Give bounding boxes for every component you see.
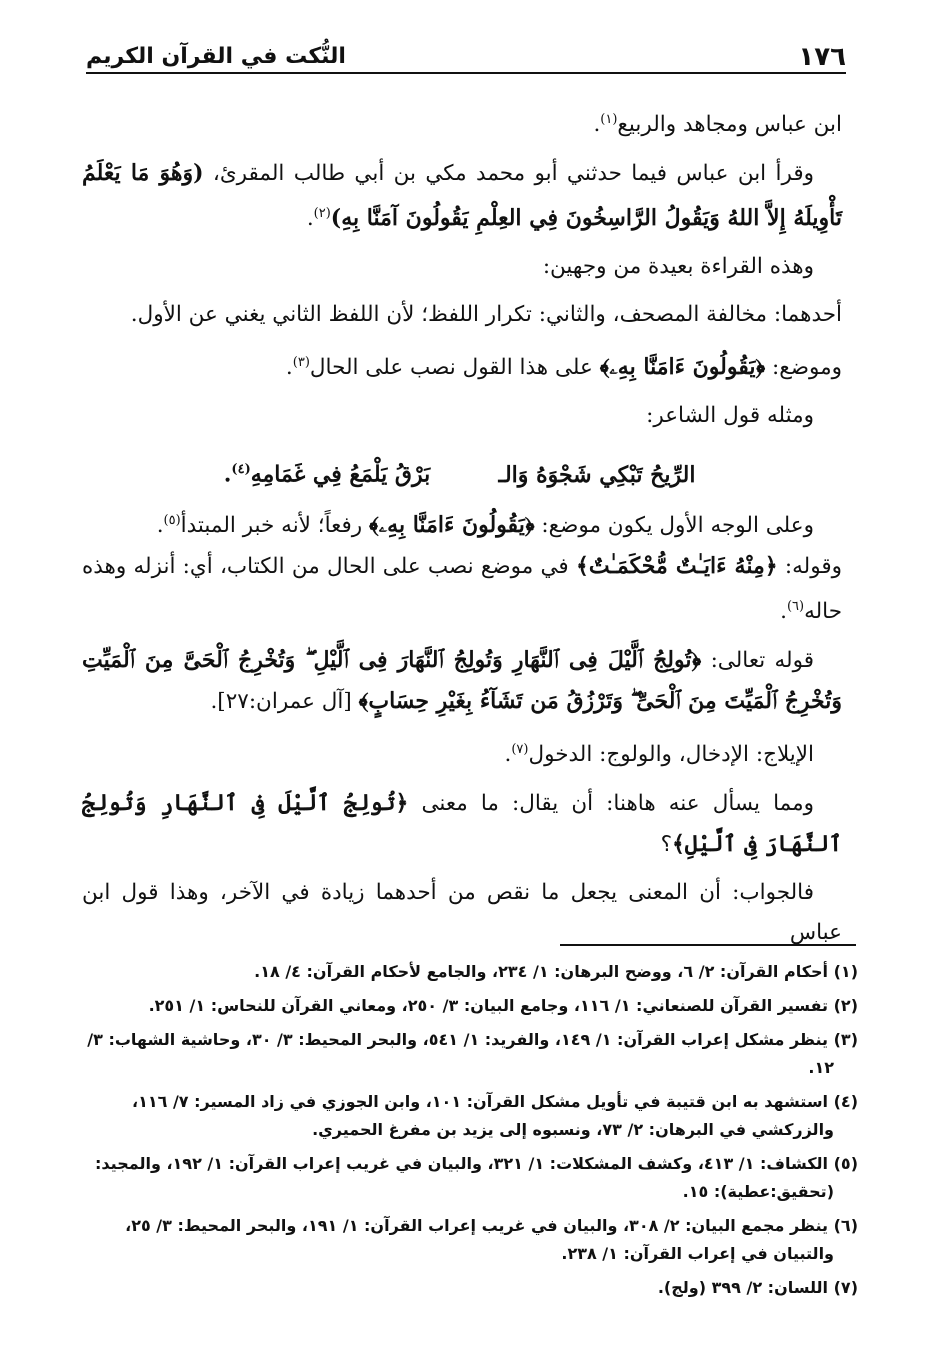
footnote-7: (٧) اللسان: ٢/ ٣٩٩ (ولج). — [657, 1278, 858, 1297]
paragraph-1: ابن عباس ومجاهد والربيع$^{(١)}$. — [593, 112, 842, 138]
paragraph-text: وموضع: — [772, 355, 842, 381]
paragraph-10: الإيلاج: الإدخال، والولوج: الدخول$^{(٧)}$. — [504, 742, 814, 768]
paragraph-text: رفعاً؛ لأنه خبر المبتدأ — [180, 512, 363, 538]
footnote-ref: (٣) — [292, 355, 310, 371]
verse-first-hemistich: الرِّيحُ تَبْكِي شَجْوَهُ وَالـ — [498, 461, 696, 488]
quran-quote: ﴿تُولِجُ ٱلَّيْلَ فِى ٱلنَّهَارِ وَتُولِجُ ٱلنَّهَارَ فِى ٱلَّيْلِ﴾ — [82, 790, 842, 858]
paragraph-text: قوله تعالى: — [710, 648, 814, 674]
paragraph-3: وهذه القراءة بعيدة من وجهين: — [542, 254, 814, 280]
paragraph-12: فالجواب: أن المعنى يجعل ما نقص من أحدهما زيادة في الآخر، وهذا قول ابن عباس — [82, 880, 842, 946]
footnote-4: (٤) استشهد به ابن قتيبة في تأويل مشكل القرآن: ١٠١، وابن الجوزي في زاد المسير: ٧/ ١١٦، والزركشي في البرهان: ٢/ ٧٣، ونسبوه إلى يزيد بن مفرغ الحميري. — [132, 1092, 858, 1139]
footnote-3: (٣) ينظر مشكل إعراب القرآن: ١/ ١٤٩، والفريد: ١/ ٥٤١، والبحر المحيط: ٣/ ٣٠، وحاشية الشهاب: ٣/ ١٢. — [87, 1030, 858, 1077]
footnote-ref: (٢) — [313, 206, 331, 222]
footnote-ref: (٥) — [163, 512, 181, 528]
footnote-ref: (١) — [600, 112, 618, 127]
paragraph-11 — [82, 783, 842, 865]
surah-reference: [آل عمران:٢٧]. — [210, 689, 352, 715]
verse-second-hemistich: بَرْقُ يَلْمَعُ فِي غَمَامِهِ$^{(٤)}$. — [223, 461, 431, 488]
verse-text: بَرْقُ يَلْمَعُ فِي غَمَامِهِ — [250, 461, 431, 488]
main-text — [82, 100, 842, 961]
paragraph-text: في موضع نصب على الحال من الكتاب، أي: أنزله وهذه حاله — [82, 553, 842, 625]
question-mark: ؟ — [660, 832, 672, 858]
quran-quote: (وَهُوَ مَا يَعْلَمُ تَأْوِيلَهُ إِلاَّ اللهُ وَيَقُولُ الرَّاسِخُونَ فِي العِلْمِ يَقُولُونَ آمَنَّا بِهِ) — [82, 160, 842, 232]
paragraph-2: وقرأ ابن عباس فيما حدثني أبو محمد مكي بن أبي طالب المقرئ، (وَهُوَ مَا يَعْلَمُ تَأْوِيلَهُ إِلاَّ اللهُ وَيَقُولُ الرَّاسِخُونَ فِي العِلْمِ يَقُولُونَ آمَنَّا بِهِ)$^{(٢)}$. — [82, 160, 842, 232]
footnote-5: (٥) الكشاف: ١/ ٤١٣، وكشف المشكلات: ١/ ٣٢١، والبيان في غريب إعراب القرآن: ١/ ١٩٢، والمجيد: (تحقيق:عطية): ١٥. — [95, 1154, 858, 1201]
running-title: النُّكت في القرآن الكريم — [86, 44, 346, 69]
footnote-ref: (٧) — [511, 742, 529, 758]
page-number: ١٧٦ — [798, 42, 846, 72]
paragraph-5: وموضع: ﴿يَقُولُونَ ءَامَنَّا بِهِۦ﴾ على هذا القول نصب على الحال$^{(٣)}$. — [285, 354, 842, 381]
quran-quote: ﴿مِنْهُ ءَايَـٰتٌ مُّحْكَمَـٰتٌ﴾ — [575, 552, 778, 579]
footnotes — [66, 958, 858, 1308]
paragraph-9 — [82, 640, 842, 722]
quran-quote: ﴿يَقُولُونَ ءَامَنَّا بِهِۦ﴾ — [369, 511, 535, 538]
quran-quote: ﴿يَقُولُونَ ءَامَنَّا بِهِۦ﴾ — [599, 354, 766, 381]
paragraph-text: على هذا القول نصب على الحال — [309, 355, 593, 381]
footnote-2: (٢) تفسير القرآن للصنعاني: ١/ ١١٦، وجامع البيان: ٣/ ٢٥٠، ومعاني القرآن للنحاس: ١/ ٢٥١. — [148, 996, 858, 1015]
quran-quote: ﴿تُولِجُ ٱلَّيْلَ فِى ٱلنَّهَارِ وَتُولِجُ ٱلنَّهَارَ فِى ٱلَّيْلِ ۖ وَتُخْرِجُ ٱلْحَىَّ مِنَ ٱلْمَيِّتِ وَتُخْرِجُ ٱلْمَيِّتَ مِنَ ٱلْحَىِّ ۖ وَتَرْزُقُ مَن تَشَآءُ بِغَيْرِ حِسَابٍ﴾ — [82, 647, 842, 715]
footnote-1: (١) أحكام القرآن: ٢/ ٦، ووضح البرهان: ١/ ٢٣٤، والجامع لأحكام القرآن: ٤/ ١٨. — [254, 962, 858, 981]
footnote-6: (٦) ينظر مجمع البيان: ٢/ ٣٠٨، والبيان في غريب إعراب القرآن: ١/ ١٩١، والبحر المحيط: ٣/ ٢٥، والتبيان في إعراب القرآن: ١/ ٢٣٨. — [125, 1216, 858, 1263]
poetry-verse — [82, 444, 842, 500]
paragraph-text: ابن عباس ومجاهد والربيع — [617, 112, 842, 138]
paragraph-7: وعلى الوجه الأول يكون موضع: ﴿يَقُولُونَ ءَامَنَّا بِهِۦ﴾ رفعاً؛ لأنه خبر المبتدأ$^{(٥)}$. وقوله: ﴿مِنْهُ ءَايَـٰتٌ مُّحْكَمَـٰتٌ﴾ في موضع نصب على الحال من الكتاب، أي: أنزله وهذه حاله$^{(٦)}$. — [82, 511, 842, 625]
footnote-separator — [560, 944, 856, 946]
page-header — [86, 40, 846, 74]
paragraph-text: وقرأ ابن عباس فيما حدثني أبو محمد مكي بن أبي طالب المقرئ، — [212, 161, 815, 187]
footnote-ref: (٤) — [231, 462, 251, 478]
paragraph-text: الإيلاج: الإدخال، والولوج: الدخول — [528, 742, 814, 768]
paragraph-4: أحدهما: مخالفة المصحف، والثاني: تكرار اللفظ؛ لأن اللفظ الثاني يغني عن الأول. — [130, 302, 842, 328]
paragraph-text: ومما يسأل عنه هاهنا: أن يقال: ما معنى — [421, 791, 814, 817]
footnote-ref: (٦) — [786, 598, 805, 614]
paragraph-text: وقوله: — [784, 553, 842, 579]
paragraph-6: ومثله قول الشاعر: — [646, 403, 814, 429]
paragraph-text: وعلى الوجه الأول يكون موضع: — [541, 512, 814, 538]
